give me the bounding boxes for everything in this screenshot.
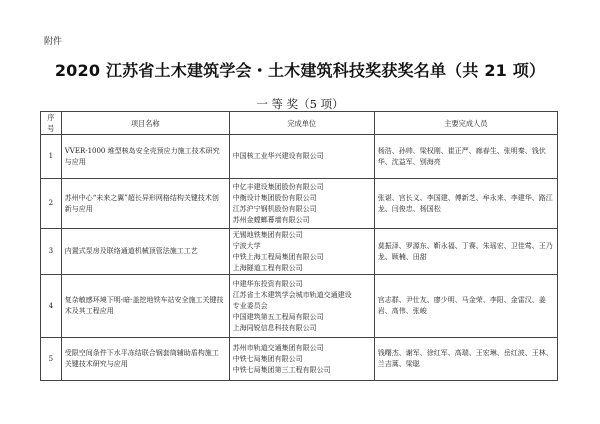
table-row bbox=[41, 275, 558, 338]
unit-line: 中铁七局集团第三工程有限公司 bbox=[232, 365, 331, 374]
completing-units bbox=[229, 338, 374, 381]
header-people: 主要完成人员 bbox=[374, 112, 557, 135]
header-no: 序号 bbox=[41, 112, 62, 135]
table-row bbox=[41, 135, 558, 179]
project-name: 苏州中心“未来之翼”超长异形网格结构关键技术创新与应用 bbox=[61, 179, 229, 229]
row-number: 5 bbox=[41, 338, 62, 381]
completing-units bbox=[229, 179, 374, 229]
unit-line: 专业委员会 bbox=[232, 301, 268, 310]
header-project: 项目名称 bbox=[61, 112, 229, 135]
table-header-row bbox=[41, 112, 558, 135]
main-personnel: 莫振泽、罗源东、靳永福、丁赛、朱瑶宏、卫佳莺、王乃龙、顾楠、田甜 bbox=[374, 229, 557, 275]
project-name: VVER-1000 堆型核岛安全壳预应力施工技术研究与应用 bbox=[61, 135, 229, 179]
row-number: 1 bbox=[41, 135, 62, 179]
unit-line: 中建华东投资有限公司 bbox=[232, 279, 303, 288]
row-number: 4 bbox=[41, 275, 62, 338]
awards-table bbox=[40, 111, 558, 381]
unit-line: 宁波大学 bbox=[232, 241, 261, 250]
main-personnel: 钱曙杰、谢军、徐红军、高瑞、王宏琳、岳红波、王林、兰吉蒿、梁聪 bbox=[374, 338, 557, 381]
completing-units bbox=[229, 229, 374, 275]
unit-line: 中国建筑第五工程局有限公司 bbox=[232, 312, 324, 321]
project-name: 复杂敏感环境下明-暗-盖挖地铁车站安全施工关键技术及其工程应用 bbox=[61, 275, 229, 338]
unit-line: 江苏省土木建筑学会城市轨道交通建设 bbox=[232, 290, 352, 299]
unit-line: 苏州金螳螂幕墙有限公司 bbox=[232, 215, 310, 224]
unit-line: 中铁七局集团有限公司 bbox=[232, 354, 303, 363]
row-number: 2 bbox=[41, 179, 62, 229]
unit-line: 江苏沪宁钢机股份有限公司 bbox=[232, 204, 317, 213]
unit-line: 苏州市轨道交通集团有限公司 bbox=[232, 343, 324, 352]
main-personnel: 宫志群、尹仕友、廖少明、马金荣、李阳、金雷汉、姜岩、高伟、张峻 bbox=[374, 275, 557, 338]
row-number: 3 bbox=[41, 229, 62, 275]
completing-units bbox=[229, 275, 374, 338]
header-units: 完成单位 bbox=[229, 112, 374, 135]
document-title: 2020 江苏省土木建筑学会・土木建筑科技奖获奖名单（共 21 项） bbox=[54, 61, 546, 80]
attachment-label: 附件 bbox=[44, 37, 63, 47]
project-name: 内置式泵房及联络通道机械顶管法施工工艺 bbox=[61, 229, 229, 275]
completing-units bbox=[229, 135, 374, 179]
unit-line: 上海同锐信息科技有限公司 bbox=[232, 323, 317, 332]
unit-line: 中铁上海工程局集团有限公司 bbox=[232, 252, 324, 261]
main-personnel: 杨浩、孙帅、梁权刚、崔正严、廊春生、张明秦、钱伏华、沈益军、别海亮 bbox=[374, 135, 557, 179]
main-personnel: 张谌、宫长义、李国建、傅新芝、牟永来、李建华、路江龙、闫俊忠、杨国松 bbox=[374, 179, 557, 229]
unit-line: 中国核工业华兴建设有限公司 bbox=[232, 152, 324, 160]
unit-line: 中衡设计集团股份有限公司 bbox=[232, 193, 317, 202]
table-row bbox=[41, 338, 558, 381]
unit-line: 上海隧道工程有限公司 bbox=[232, 263, 303, 272]
section-title: 一 等 奖（5 项） bbox=[256, 97, 344, 111]
table-row bbox=[41, 179, 558, 229]
unit-line: 中亿丰建设集团股份有限公司 bbox=[232, 182, 324, 191]
project-name: 受限空间条件下水平冻结联合钢套筒辅助盾构施工关键技术研究与应用 bbox=[61, 338, 229, 381]
table-row bbox=[41, 229, 558, 275]
unit-line: 无锡地铁集团有限公司 bbox=[232, 230, 303, 239]
